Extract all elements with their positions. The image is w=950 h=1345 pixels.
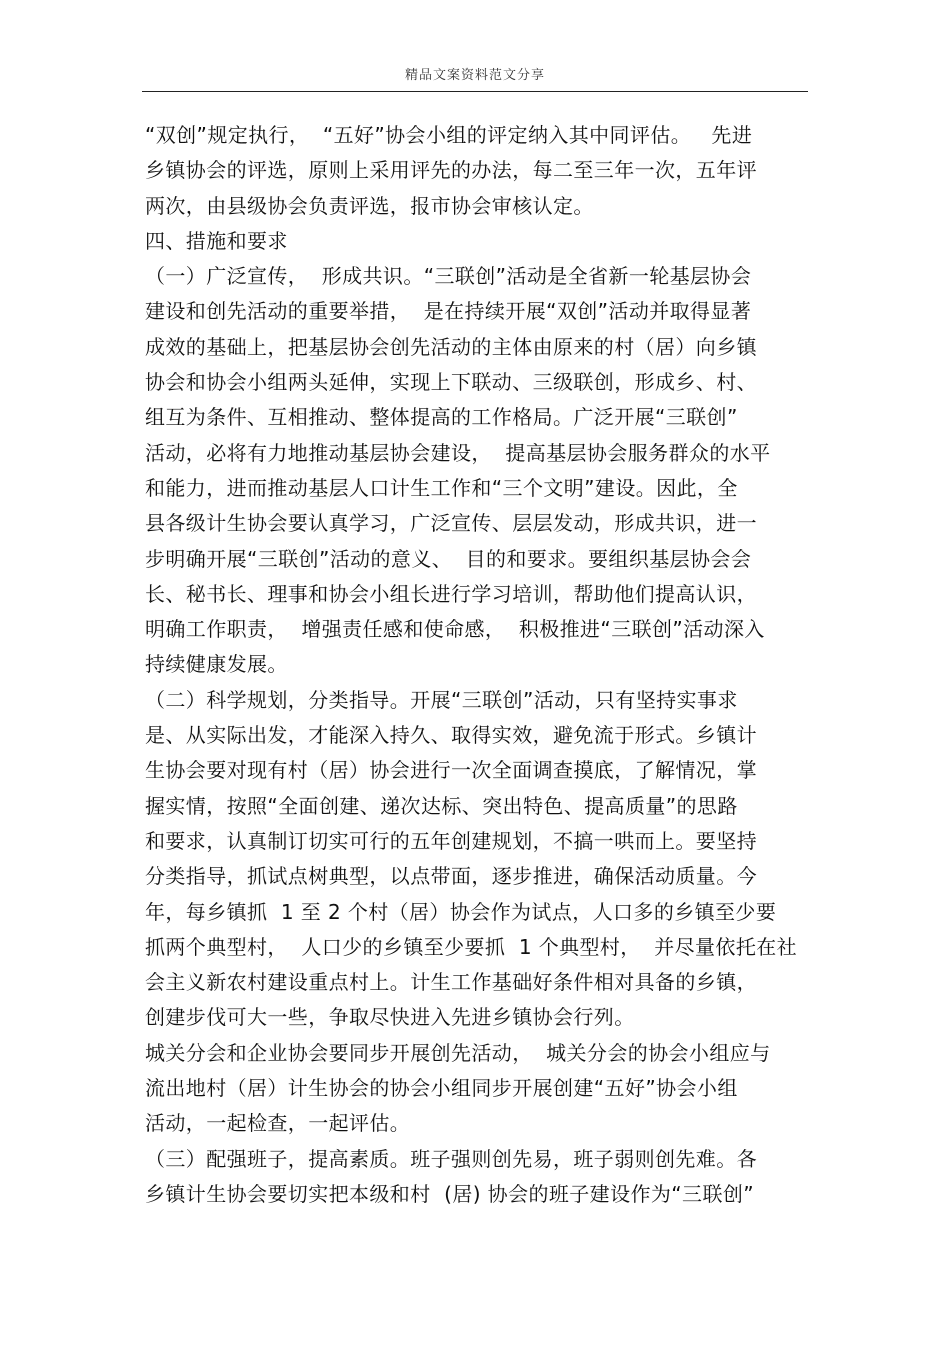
text-line: 会主义新农村建设重点村上。计生工作基础好条件相对具备的乡镇，: [145, 970, 757, 995]
document-body: [145, 118, 817, 1212]
text-line: 创建步伐可大一些，争取尽快进入先进乡镇协会行列。: [145, 1005, 635, 1030]
text-line: 和要求，认真制订切实可行的五年创建规划，不搞一哄而上。要坚持: [145, 828, 757, 853]
text-line: 持续健康发展。: [145, 652, 288, 677]
text-line: 协会和协会小组两头延伸，实现上下联动、三级联创，形成乡、村、: [145, 370, 757, 395]
text-line: （三）配强班子，提高素质。班子强则创先易，班子弱则创先难。各: [145, 1146, 757, 1171]
text-line: 城关分会和企业协会要同步开展创先活动， 城关分会的协会小组应与: [145, 1040, 771, 1065]
text-line: 成效的基础上，把基层协会创先活动的主体由原来的村（居）向乡镇: [145, 334, 757, 359]
text-line: 活动，必将有力地推动基层协会建设， 提高基层协会服务群众的水平: [145, 440, 771, 465]
text-line: 是、从实际出发，才能深入持久、取得实效，避免流于形式。乡镇计: [145, 723, 757, 748]
text-line: 握实情，按照“全面创建、递次达标、突出特色、提高质量”的思路: [145, 793, 738, 818]
text-line: 和能力，进而推动基层人口计生工作和“三个文明”建设。因此，全: [145, 475, 738, 500]
text-line: 步明确开展“三联创”活动的意义、 目的和要求。要组织基层协会会: [145, 546, 752, 571]
text-line: 建设和创先活动的重要举措， 是在持续开展“双创”活动并取得显著: [145, 299, 752, 324]
text-line: 两次，由县级协会负责评选，报市协会审核认定。: [145, 193, 594, 218]
text-line: 乡镇协会的评选，原则上采用评先的办法，每二至三年一次，五年评: [145, 158, 757, 183]
text-line: 长、秘书长、理事和协会小组长进行学习培训，帮助他们提高认识，: [145, 581, 757, 606]
text-line: 抓两个典型村， 人口少的乡镇至少要抓 1 个典型村， 并尽量依托在社: [145, 934, 798, 959]
text-line: 组互为条件、互相推动、整体提高的工作格局。广泛开展“三联创”: [145, 405, 738, 430]
text-line: 乡镇计生协会要切实把本级和村 (居) 协会的班子建设作为“三联创”: [145, 1181, 754, 1206]
text-line: 分类指导，抓试点树典型，以点带面，逐步推进，确保活动质量。今: [145, 864, 757, 889]
text-line: 流出地村（居）计生协会的协会小组同步开展创建“五好”协会小组: [145, 1076, 738, 1101]
text-line: 明确工作职责， 增强责任感和使命感， 积极推进“三联创”活动深入: [145, 617, 765, 642]
text-line: 生协会要对现有村（居）协会进行一次全面调查摸底，了解情况，掌: [145, 758, 757, 783]
text-line: 县各级计生协会要认真学习，广泛宣传、层层发动，形成共识，进一: [145, 511, 757, 536]
text-line: （二）科学规划，分类指导。开展“三联创”活动，只有坚持实事求: [145, 687, 738, 712]
header-divider: [142, 91, 808, 92]
section-heading: 四、措施和要求: [145, 228, 288, 253]
text-line: （一）广泛宣传， 形成共识。“三联创”活动是全省新一轮基层协会: [145, 264, 752, 289]
page-header: 精品文案资料范文分享: [404, 68, 545, 83]
text-line: 活动，一起检查，一起评估。: [145, 1111, 411, 1136]
text-line: 年，每乡镇抓 1 至 2 个村（居）协会作为试点，人口多的乡镇至少要: [145, 899, 777, 924]
text-line: “双创”规定执行， “五好”协会小组的评定纳入其中同评估。 先进: [145, 123, 753, 147]
